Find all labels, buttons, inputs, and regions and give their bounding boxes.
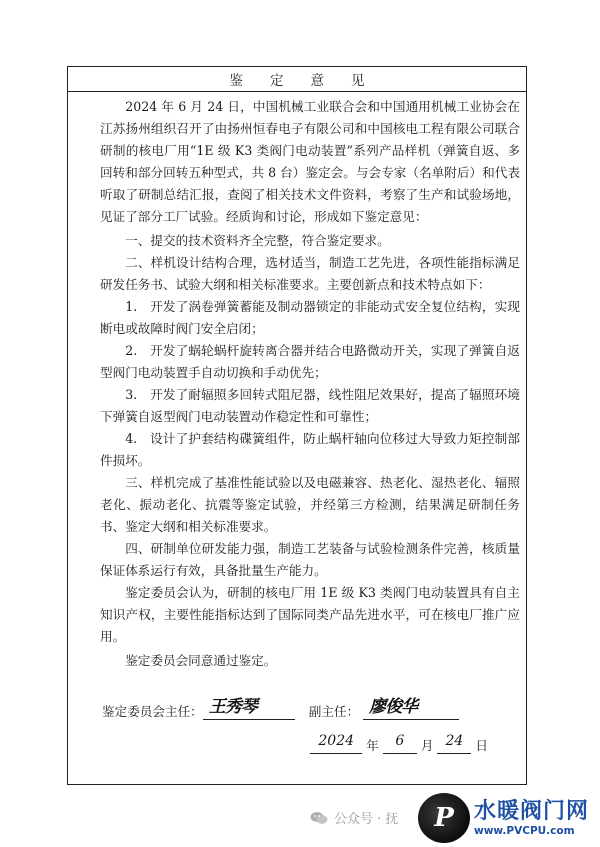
vice-chair-label: 副主任： [308,704,360,719]
date-day-label: 日 [475,738,488,753]
date-day: 24 [437,733,471,754]
logo-site-name: 水暖阀门网 [474,799,590,824]
date-year: 2024 [310,733,362,754]
paragraph-approval: 鉴定委员会同意通过鉴定。 [125,653,277,668]
paragraph-innovation-4: 4. 设计了护套结构碟簧组件，防止蜗杆轴向位移过大导致力矩控制部件损坏。 [100,431,520,468]
date-year-label: 年 [366,738,379,753]
paragraph-conclusion-4: 四、研制单位研发能力强，制造工艺装备与试验检测条件完善，核质量保证体系运行有效，具备批量生产能力。 [100,541,520,578]
chair-signature: 王秀琴 [208,697,257,717]
paragraph-conclusion-2: 二、样机设计结构合理，选材适当，制造工艺先进，各项性能指标满足研发任务书、试验大纲和相关标准要求。主要创新点和技术特点如下： [100,255,520,292]
logo-site-url: www.PVCPU.com [474,825,575,837]
paragraph-innovation-1: 1. 开发了涡卷弹簧蓄能及制动器锁定的非能动式安全复位结构，实现断电或故障时阀门安全启闭； [100,299,520,336]
form-title: 鉴 定 意 见 [68,67,526,92]
paragraph-conclusion-3: 三、样机完成了基准性能试验以及电磁兼容、热老化、湿热老化、辐照老化、振动老化、抗震等鉴定试验，并经第三方检测，结果满足研制任务书、鉴定大纲和相关标准要求。 [100,475,520,534]
wechat-icon [310,811,328,825]
site-logo[interactable] [418,793,594,843]
logo-mark-icon: P [418,793,470,843]
chair-label: 鉴定委员会主任： [102,704,203,719]
paragraph-innovation-3: 3. 开发了耐辐照多回转式阻尼器，线性阻尼效果好，提高了辐照环境下弹簧自返型阀门电动装置动作稳定性和可靠性； [100,387,520,424]
paragraph-conclusion-1: 一、提交的技术资料齐全完整，符合鉴定要求。 [125,233,390,248]
paragraph-committee-opinion: 鉴定委员会认为，研制的核电厂用 1E 级 K3 类阀门电动装置具有自主知识产权，主要性能指标达到了国际同类产品先进水平，可在核电厂推广应用。 [100,585,520,644]
signature-row [100,694,520,720]
paragraph-intro: 2024 年 6 月 24 日，中国机械工业联合会和中国通用机械工业协会在江苏扬州组织召开了由扬州恒春电子有限公司和中国核电工程有限公司联合研制的核电厂用“1E 级 K3 类阀门电动装置”系列产品样机（弹簧自返、多回转和部分回转五种型式，共 8 台）鉴定会。与会专家（名单附后）和代表听取了研制总结汇报，查阅了相关技术文件资料，考察了生产和试验场地，见证了部分工厂试验。经质询和讨论，形成如下鉴定意见： [100,99,520,224]
wechat-watermark [310,808,398,827]
opinion-body [100,96,520,672]
vice-chair-signature: 廖俊华 [369,697,418,717]
date-row [100,730,488,754]
chair-signature-line [203,697,295,720]
date-month: 6 [383,733,417,754]
date-month-label: 月 [420,738,434,753]
watermark-text: 公众号 · 抚 [334,812,399,827]
vice-chair-signature-line [363,697,459,720]
paragraph-innovation-2: 2. 开发了蜗轮蜗杆旋转离合器并结合电路微动开关，实现了弹簧自返型阀门电动装置手自动切换和手动优先； [100,343,520,380]
